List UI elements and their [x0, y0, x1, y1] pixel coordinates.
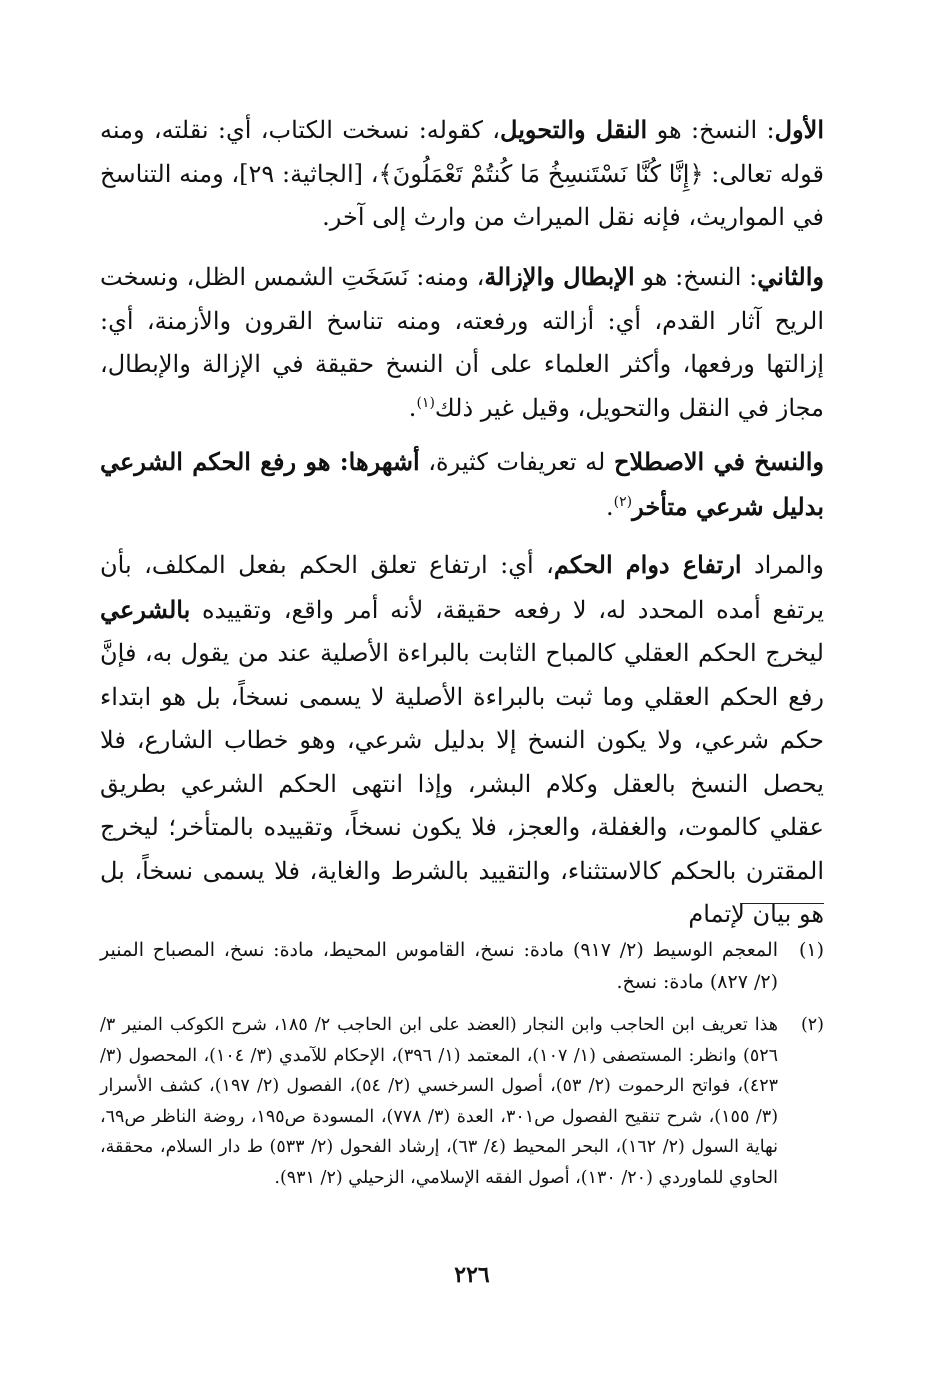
bold-term: الإبطال والإزالة	[484, 262, 635, 291]
footnote-divider	[740, 903, 824, 904]
footnote-ref-1[interactable]: (١)	[416, 394, 435, 411]
page-number: ٢٢٦	[454, 1262, 490, 1288]
paragraph-text: .	[606, 492, 614, 521]
paragraph-terminology	[100, 440, 824, 529]
paragraph-text: : النسخ: هو	[634, 263, 758, 291]
footnote-text: هذا تعريف ابن الحاجب وابن النجار (العضد على ابن الحاجب ٢/ ١٨٥، شرح الكوكب المنير ٣/ ٥٢٦) وانظر: المستصفى (١/ ١٠٧)، المعتمد (١/ ٣٩٦)، الإحكام للآمدي (٣/ ١٠٤)، المحصول (٣/ ٤٢٣)، فواتح الرحموت (٢/ ٥٣)، أصول السرخسي (٢/ ٥٤)، الفصول (٢/ ١٩٧)، كشف الأسرار (٣/ ١٥٥)، شرح تنقيح الفصول ص٣٠١، العدة (٣/ ٧٧٨)، المسودة ص١٩٥، روضة الناظر ص٦٩، نهاية السول (٢/ ١٦٢)، البحر المحيط (٤/ ٦٣)، إرشاد الفحول (٢/ ٥٣٣) ط دار السلام، محققة، الحاوي للماوردي (٢٠/ ١٣٠)، أصول الفقه الإسلامي، الزحيلي (٢/ ٩٣١).	[100, 1015, 779, 1188]
footnote-number: (١)	[798, 939, 824, 961]
paragraph-text: ليخرج الحكم العقلي كالمباح الثابت بالبراءة الأصلية عند من يقول به، فإنَّ رفع الحكم العقلي وما ثبت بالبراءة الأصلية لا يسمى نسخاً، بل هو ابتداء حكم شرعي، ولا يكون النسخ إلا بدليل شرعي، وهو خطاب الشارع، فلا يحصل النسخ بالعقل وكلام البشر، وإذا انتهى الحكم الشرعي بطريق عقلي كالموت، والغفلة، والعجز، فلا يكون نسخاً، وتقييده بالمتأخر؛ ليخرج المقترن بالحكم كالاستثناء، والتقييد بالشرط والغاية، فلا يسمى نسخاً، بل هو بيان لإتمام	[100, 639, 824, 928]
paragraph-text: والمراد	[741, 551, 824, 579]
paragraph-text: ، [الجاثية: ٢٩]، ومنه التناسخ في المواريث، فإنه نقل الميراث من وارث إلى آخر.	[100, 159, 824, 231]
paragraph-text: ، كقوله: نسخت الكتاب، أي: نقلته، ومنه قوله تعالى:	[100, 116, 824, 188]
paragraph-second-meaning	[100, 255, 824, 430]
footnote-ref-2[interactable]: (٢)	[613, 493, 633, 510]
paragraph-text: ، أي: ارتفاع تعلق الحكم بفعل المكلف، بأن يرتفع أمده المحدد له، لا رفعه حقيقة، لأنه أمر واقع، وتقييده	[100, 551, 824, 624]
bold-term: ارتفاع دوام الحكم	[553, 550, 742, 579]
paragraph-text: : النسخ: هو	[647, 116, 775, 144]
paragraph-first-meaning	[100, 108, 824, 240]
footnote-1	[100, 934, 824, 998]
paragraph-text: له تعريفات كثيرة،	[419, 448, 614, 476]
paragraph-text: .	[408, 393, 417, 422]
paragraph-lead: والثاني	[757, 262, 824, 291]
bold-term: بالشرعي	[100, 594, 191, 624]
paragraph-text: ، ومنه: نَسَخَتِ الشمس الظل، ونسخت الريح آثار القدم، أي: أزالته ورفعته، ومنه تناسخ القرون والأزمنة، أي: إزالتها ورفعها، وأكثر العلماء على أن النسخ حقيقة في الإزالة والإبطال، مجاز في النقل والتحويل، وقيل غير ذلك	[100, 263, 824, 422]
paragraph-lead: الأول	[774, 115, 824, 144]
definition-text: أشهرها: هو رفع الحكم الشرعي بدليل شرعي متأخر	[100, 447, 824, 521]
bold-term: النقل والتحويل	[500, 115, 648, 144]
footnote-text: المعجم الوسيط (٢/ ٩١٧) مادة: نسخ، القاموس المحيط، مادة: نسخ، المصباح المنير (٢/ ٨٢٧) مادة: نسخ.	[100, 939, 778, 993]
paragraph-lead: والنسخ في الاصطلاح	[613, 447, 825, 476]
quran-verse: ﴿إِنَّا كُنَّا نَسْتَنسِخُ مَا كُنتُمْ تَعْمَلُونَ﴾	[378, 159, 704, 188]
paragraph-explanation	[100, 543, 824, 937]
footnote-2	[100, 1010, 824, 1193]
footnote-number: (٢)	[800, 1015, 824, 1035]
